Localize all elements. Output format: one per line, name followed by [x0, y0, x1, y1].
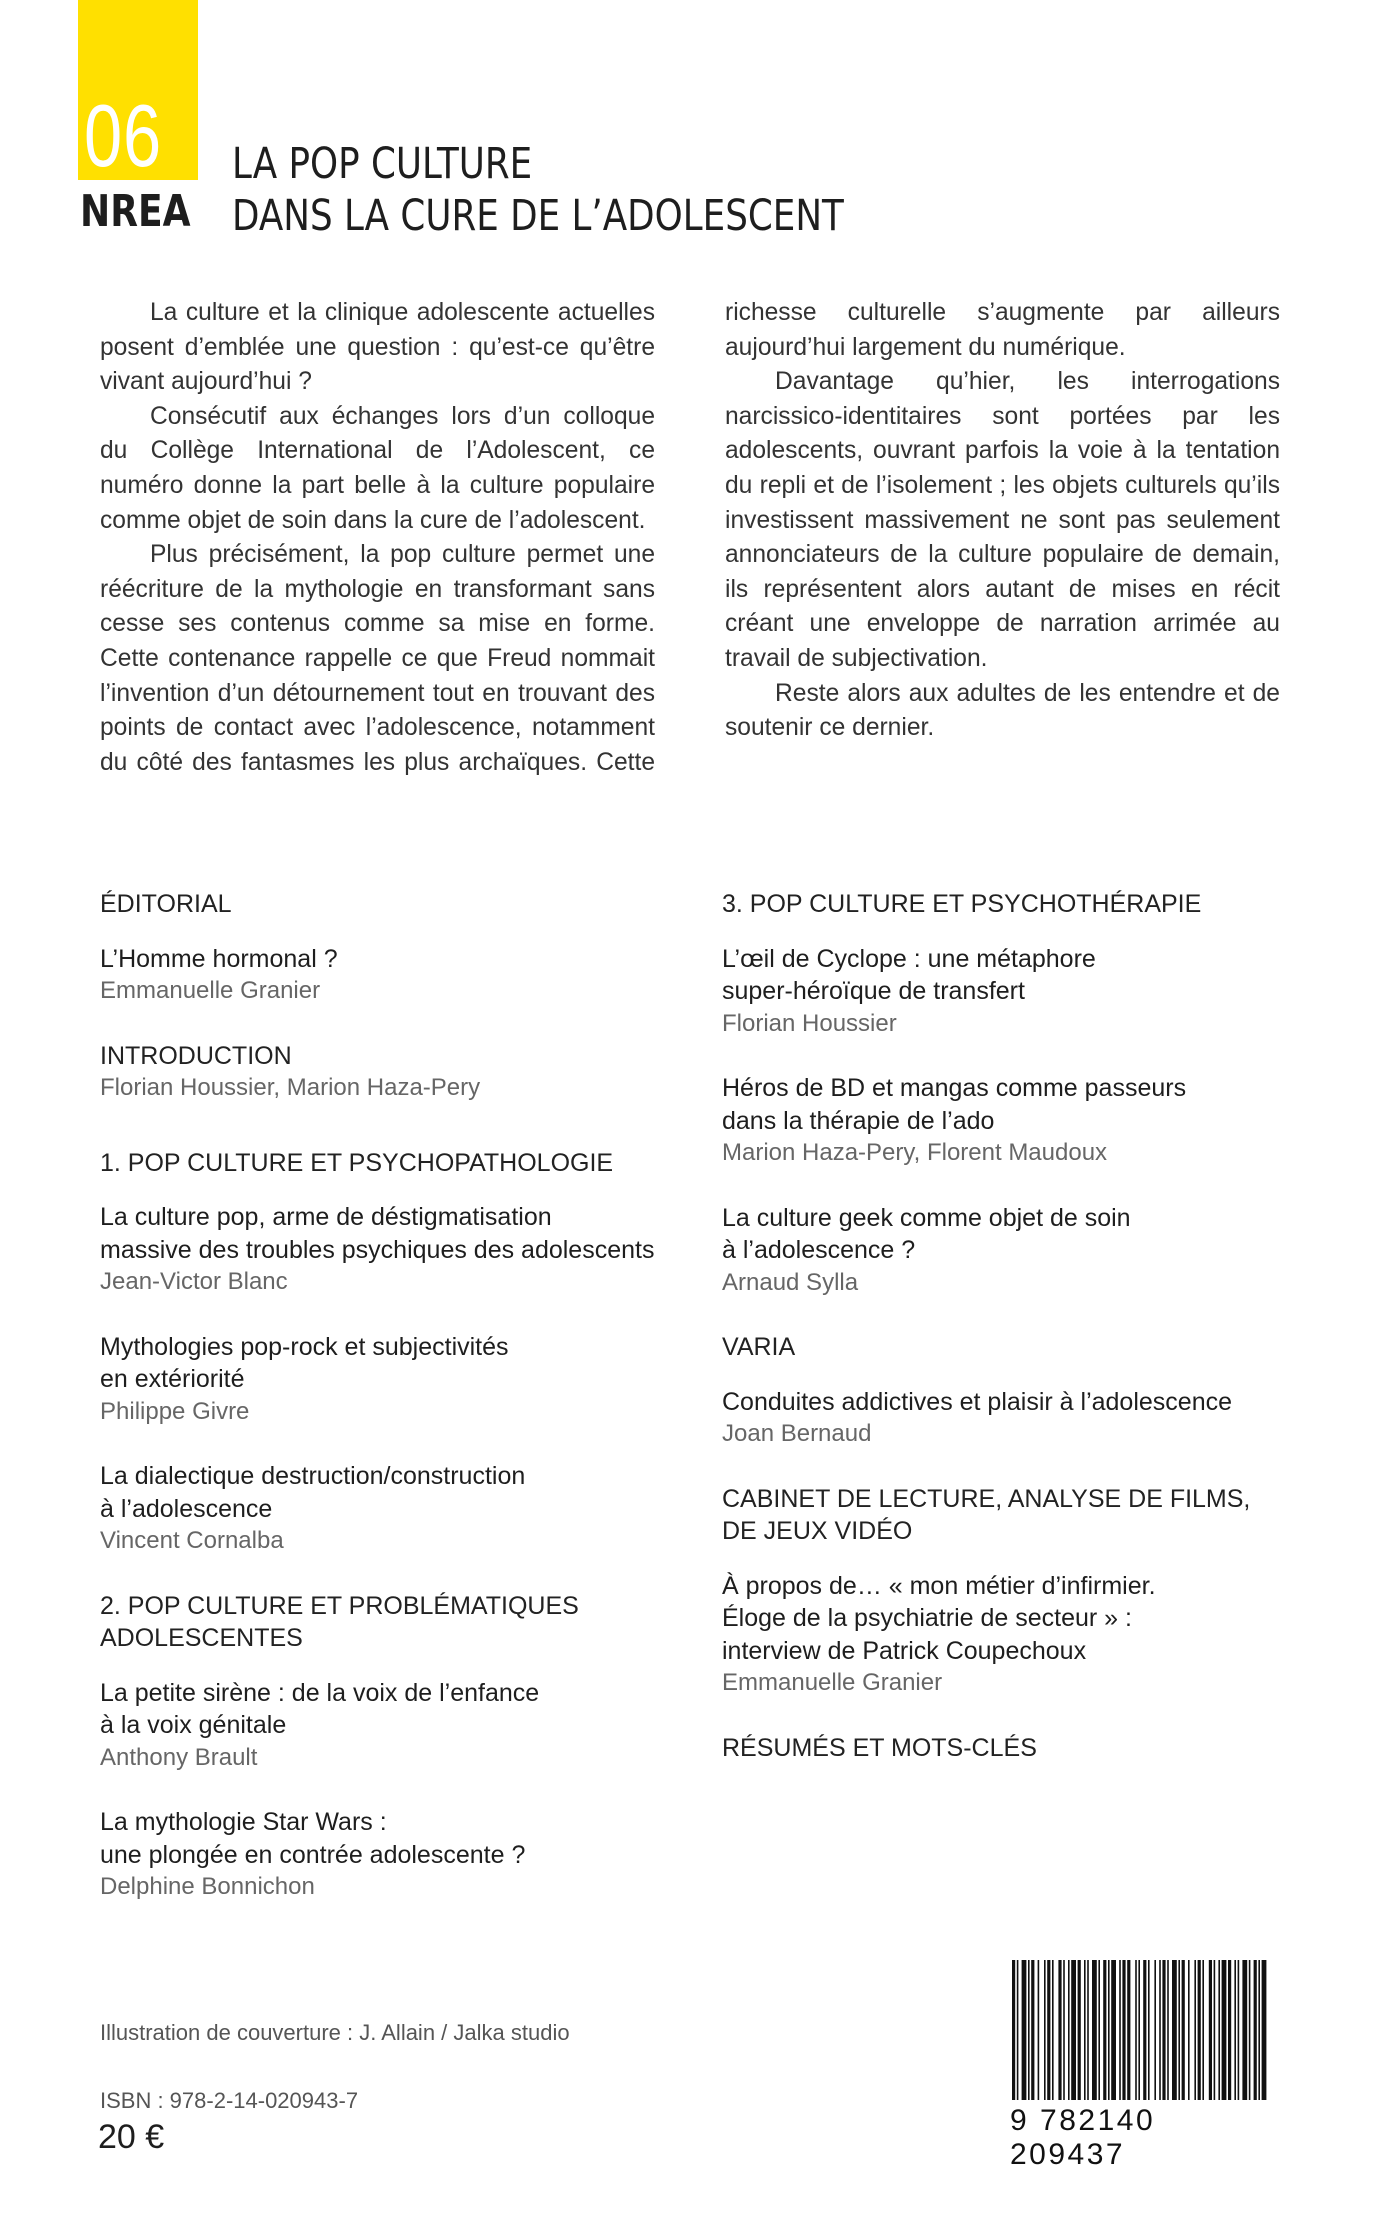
barcode-bar: [1071, 1960, 1076, 2100]
article-title: à l’adolescence: [100, 1494, 273, 1523]
page-title: [232, 138, 844, 242]
barcode-bar: [1242, 1960, 1247, 2100]
article-title: La culture pop, arme de déstigmatisation: [100, 1203, 552, 1231]
barcode-bar: [1214, 1960, 1216, 2100]
barcode-bar: [1159, 1960, 1161, 2100]
barcode-bar: [1119, 1960, 1121, 2100]
article-title: Héros de BD et mangas comme passeurs: [722, 1074, 1187, 1102]
intro-paragraph: La culture et la clinique adolescente actuelles posent d’emblée une question : qu’est-ce qu’être vivant aujourd’hui ?: [100, 299, 655, 396]
article-title: Mythologies pop-rock et subjectivités: [100, 1332, 509, 1361]
article-title: La culture geek comme objet de soin: [722, 1203, 1131, 1232]
article-title: Conduites addictives et plaisir à l’adolescence: [722, 1387, 1233, 1416]
barcode-bar: [1087, 1960, 1089, 2100]
barcode-bar: [1138, 1960, 1140, 2100]
intro-text: [100, 296, 1280, 796]
section-heading: ADOLESCENTES: [100, 1624, 303, 1652]
barcode-bar: [1103, 1960, 1106, 2100]
article-author: Marion Haza-Pery, Florent Maudoux: [722, 1139, 1108, 1166]
article-title: à la voix génitale: [100, 1711, 287, 1739]
barcode-bar: [1234, 1960, 1236, 2100]
article-title: L’Homme hormonal ?: [100, 944, 338, 973]
barcode-bar: [1167, 1960, 1169, 2100]
intro-paragraph: Reste alors aux adultes de les entendre et de soutenir ce dernier.: [725, 679, 1280, 742]
barcode-bar: [1154, 1960, 1156, 2100]
article-title: massive des troubles psychiques des adolescents: [100, 1235, 655, 1264]
article-title: dans la thérapie de l’ado: [722, 1106, 995, 1135]
barcode-bar: [1198, 1960, 1201, 2100]
article-title: interview de Patrick Coupechoux: [722, 1636, 1087, 1665]
barcode-bar: [1209, 1960, 1212, 2100]
barcode-bar: [1017, 1960, 1019, 2100]
section-heading: VARIA: [722, 1333, 796, 1361]
barcode-bar: [1058, 1960, 1061, 2100]
section-heading: CABINET DE LECTURE, ANALYSE DE FILMS,: [722, 1484, 1251, 1513]
section-heading: INTRODUCTION: [100, 1041, 292, 1070]
barcode-bar: [1254, 1960, 1257, 2100]
barcode-bar: [1092, 1960, 1097, 2100]
barcode-bar: [1098, 1960, 1100, 2100]
barcode-bar: [1148, 1960, 1150, 2100]
barcode-digits: 9 782140 209437: [1010, 2104, 1156, 2171]
barcode-bar: [1127, 1960, 1130, 2100]
barcode-bar: [1022, 1960, 1027, 2100]
barcode-bar: [1194, 1960, 1196, 2100]
article-author: Delphine Bonnichon: [100, 1873, 315, 1900]
barcode-bar: [1143, 1960, 1146, 2100]
barcode-bar: [1218, 1960, 1220, 2100]
barcode-bar: [1238, 1960, 1240, 2100]
barcode-bar: [1172, 1960, 1177, 2100]
article-title: La mythologie Star Wars :: [100, 1808, 387, 1836]
article-title: une plongée en contrée adolescente ?: [100, 1840, 526, 1869]
barcode-bar: [1162, 1960, 1165, 2100]
barcode-bar: [1044, 1960, 1046, 2100]
section-heading: RÉSUMÉS ET MOTS-CLÉS: [722, 1733, 1037, 1762]
barcode-bar: [1262, 1960, 1267, 2100]
article-title: super-héroïque de transfert: [722, 977, 1025, 1005]
barcode-bar: [1228, 1960, 1231, 2100]
barcode-bar: [1084, 1960, 1086, 2100]
toc-right-column: [722, 888, 1322, 1764]
barcode-bar: [1188, 1960, 1190, 2100]
title-line-1: LA POP CULTURE: [232, 139, 533, 189]
article-author: Florian Houssier, Marion Haza-Pery: [100, 1074, 481, 1101]
article-title: Éloge de la psychiatrie de secteur » :: [722, 1604, 1132, 1632]
article-author: Jean-Victor Blanc: [100, 1268, 288, 1295]
barcode-bar: [1182, 1960, 1185, 2100]
barcode-bar: [1122, 1960, 1125, 2100]
article-title: en extériorité: [100, 1365, 245, 1393]
article-author: Emmanuelle Granier: [100, 977, 321, 1004]
barcode-bar: [1052, 1960, 1054, 2100]
intro-paragraph: Plus précisément, la pop culture permet une réécriture de la mythologie en transformant sans cesse ses contenus comme sa mise en forme. Cette contenance rappelle ce que Freud nommait l’invention d’un détournement tout en trouvant des points de contact avec l’adolescence, notamment du côté des fantasmes les plus archaïques. Cette richesse culturelle s’augmente par ailleurs aujourd’hui largement du numérique.: [100, 299, 1280, 776]
journal-name: NREA: [80, 186, 191, 237]
article-title: À propos de… « mon métier d’infirmier.: [722, 1571, 1156, 1600]
article-title: à l’adolescence ?: [722, 1236, 916, 1264]
price: 20 €: [98, 2118, 165, 2156]
barcode-bar: [1222, 1960, 1227, 2100]
barcode-bar: [1012, 1960, 1015, 2100]
section-heading: 2. POP CULTURE ET PROBLÉMATIQUES: [100, 1591, 579, 1620]
barcode-bar: [1108, 1960, 1110, 2100]
article-title: L’œil de Cyclope : une métaphore: [722, 944, 1096, 973]
article-author: Emmanuelle Granier: [722, 1669, 943, 1696]
section-heading: ÉDITORIAL: [100, 890, 232, 918]
barcode-bar: [1202, 1960, 1204, 2100]
article-author: Florian Houssier: [722, 1009, 897, 1037]
article-author: Arnaud Sylla: [722, 1268, 859, 1296]
issue-number: 06: [84, 86, 162, 185]
barcode-bar: [1038, 1960, 1040, 2100]
isbn: ISBN : 978-2-14-020943-7: [100, 2088, 359, 2113]
barcode-bar: [1047, 1960, 1050, 2100]
barcode-bar: [1028, 1960, 1030, 2100]
article-author: Anthony Brault: [100, 1743, 258, 1771]
barcode-bar: [1258, 1960, 1260, 2100]
article-title: La petite sirène : de la voix de l’enfance: [100, 1678, 540, 1707]
article-author: Philippe Givre: [100, 1397, 250, 1425]
barcode-bar: [1135, 1960, 1137, 2100]
barcode-bar: [1063, 1960, 1065, 2100]
barcode-bar: [1178, 1960, 1180, 2100]
barcode-bar: [1078, 1960, 1081, 2100]
toc-left-column: [100, 888, 690, 1904]
intro-paragraph: Davantage qu’hier, les interrogations narcissico-identitaires sont portées par les adolescents, ouvrant parfois la voie à la tentation du repli et de l’isolement ; les objets culturels qu’ils investissent massivement ne sont pas seulement annonciateurs de la culture populaire de demain, ils représentent alors autant de mises en récit créant une enveloppe de narration arrimée au travail de subjectivation.: [725, 368, 1280, 672]
title-line-2: DANS LA CURE DE L’ADOLESCENT: [232, 191, 844, 241]
article-title: La dialectique destruction/construction: [100, 1462, 526, 1490]
article-author: Joan Bernaud: [722, 1420, 872, 1447]
section-heading: 1. POP CULTURE ET PSYCHOPATHOLOGIE: [100, 1148, 614, 1177]
section-heading: DE JEUX VIDÉO: [722, 1517, 913, 1545]
barcode-bar: [1249, 1960, 1251, 2100]
barcode-bar: [1111, 1960, 1116, 2100]
barcode-bar: [1068, 1960, 1070, 2100]
intro-paragraph: Consécutif aux échanges lors d’un colloque du Collège International de l’Adolescent, ce numéro donne la part belle à la culture populaire comme objet de soin dans la cure de l’adolescent.: [100, 402, 655, 534]
cover-illustration-credit: Illustration de couverture : J. Allain / Jalka studio: [100, 2020, 570, 2045]
article-author: Vincent Cornalba: [100, 1527, 284, 1554]
section-heading: 3. POP CULTURE ET PSYCHOTHÉRAPIE: [722, 890, 1202, 918]
barcode-bar: [1031, 1960, 1034, 2100]
